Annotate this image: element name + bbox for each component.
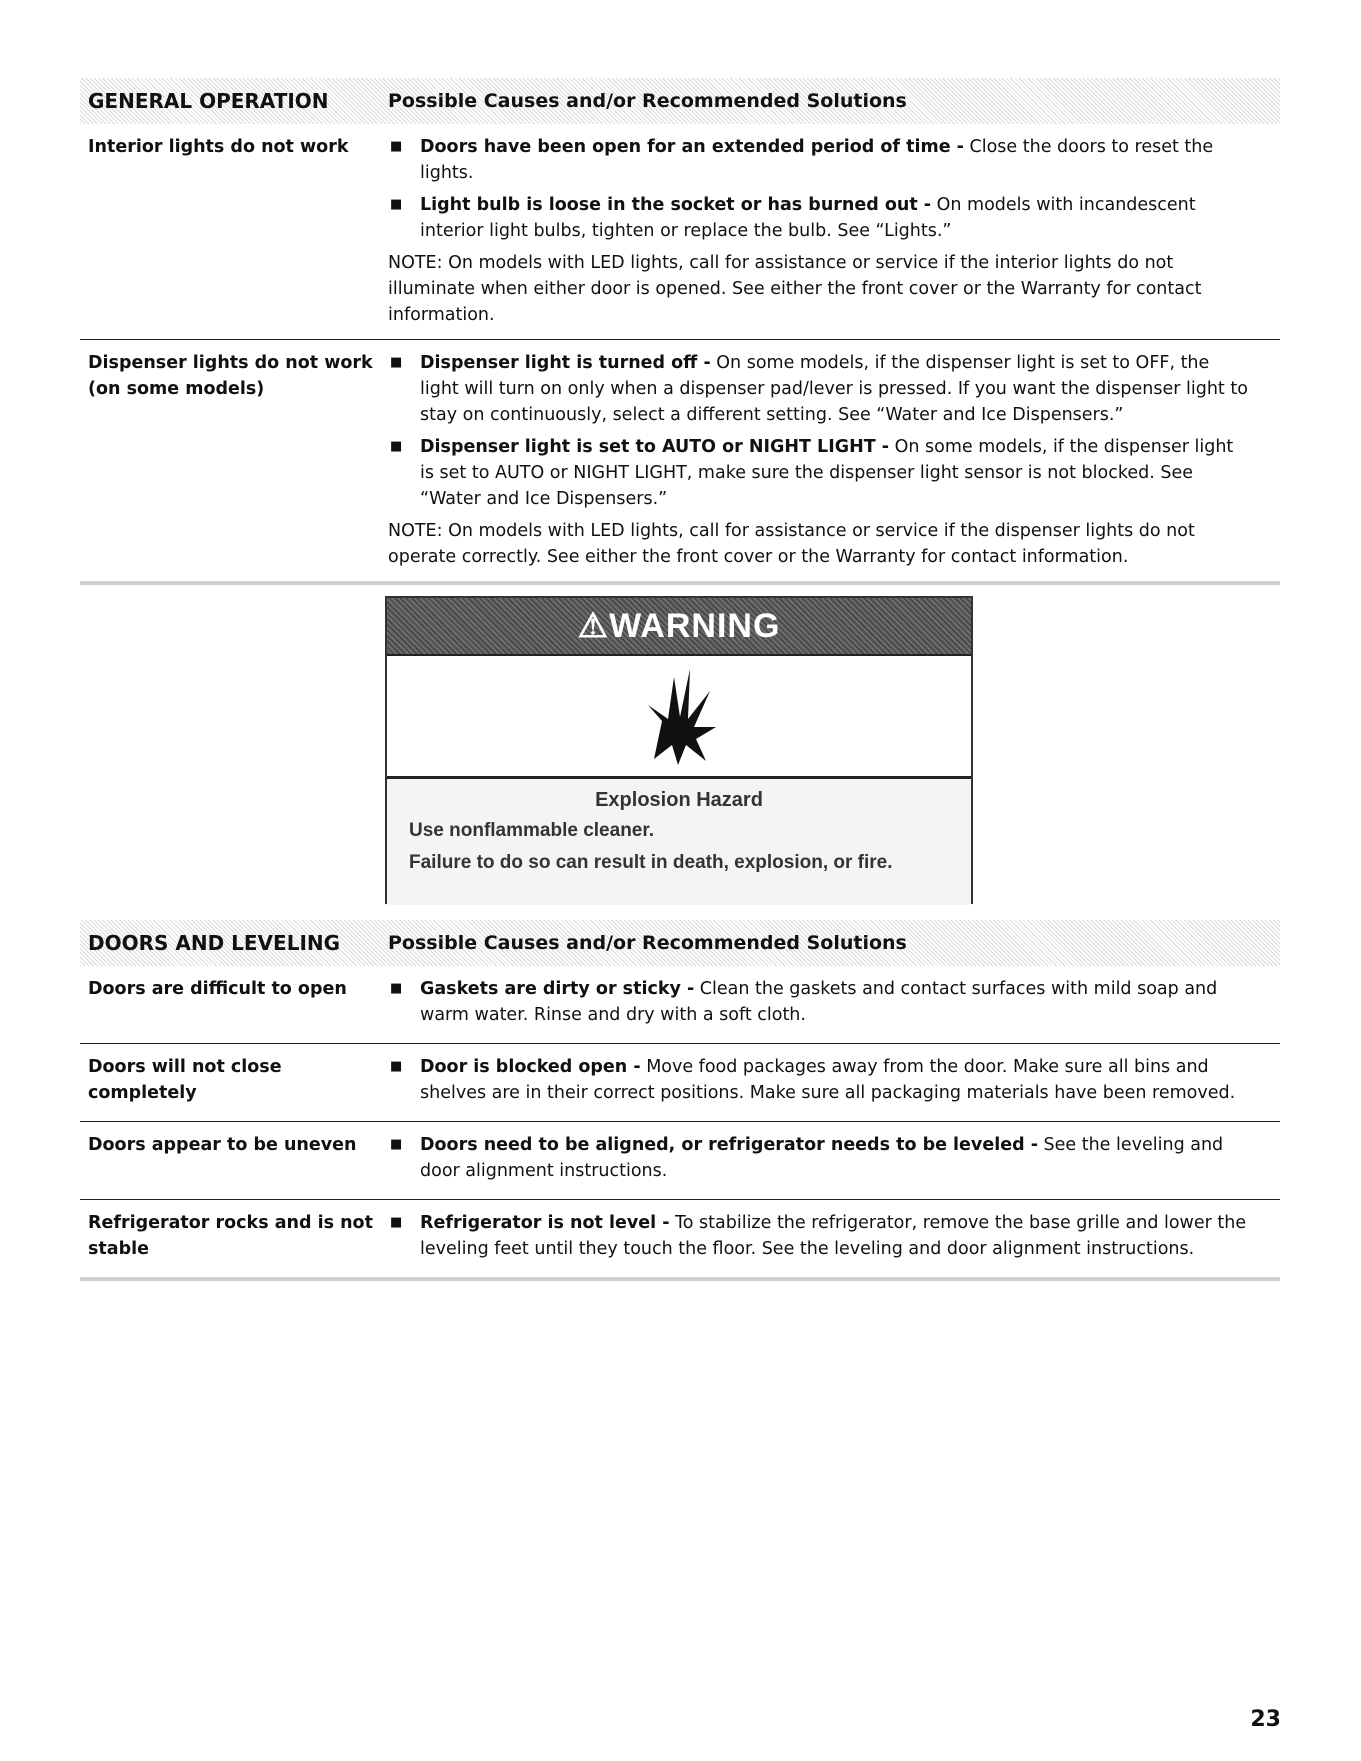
- table-row: [80, 124, 1280, 340]
- list-item: [388, 1054, 1250, 1106]
- bullet-icon: ■: [390, 1059, 403, 1074]
- bullet-icon: ■: [390, 439, 403, 454]
- solution-text: Close the doors to reset the lights.: [420, 137, 1214, 183]
- list-item: [388, 1132, 1250, 1184]
- doors-leveling-header: [80, 920, 1280, 966]
- list-item: [388, 350, 1250, 428]
- bullet-icon: ■: [390, 139, 403, 154]
- solutions-column-title: Possible Causes and/or Recommended Solutions: [388, 932, 907, 954]
- problem-label: Doors appear to be uneven: [88, 1135, 357, 1155]
- note: [388, 518, 1250, 570]
- solution-text: On models with incandescent interior light bulbs, tighten or replace the bulb. See “Lights.”: [420, 195, 1196, 241]
- list-item: [388, 434, 1250, 512]
- cause-text: Doors have been open for an extended period of time -: [420, 137, 964, 157]
- problem-label: Doors will not close completely: [88, 1057, 282, 1103]
- cause-text: Dispenser light is turned off -: [420, 353, 711, 373]
- problem-label: Doors are difficult to open: [88, 979, 347, 999]
- solutions-cell: [388, 1054, 1280, 1112]
- explosion-icon: [624, 661, 734, 771]
- cause-text: Dispenser light is set to AUTO or NIGHT LIGHT -: [420, 437, 890, 457]
- bullet-icon: ■: [390, 197, 403, 212]
- solution-text: Clean the gaskets and contact surfaces with mild soap and warm water. Rinse and dry with a soft cloth.: [420, 979, 1218, 1025]
- solutions-cell: [388, 350, 1280, 572]
- cause-text: Refrigerator is not level -: [420, 1213, 670, 1233]
- warning-box: [385, 596, 973, 904]
- table-row: [80, 1122, 1280, 1200]
- solution-text: On some models, if the dispenser light is set to AUTO or NIGHT LIGHT, make sure the dispenser light sensor is not blocked. See “Water and Ice Dispensers.”: [420, 437, 1234, 509]
- solutions-cell: [388, 1210, 1280, 1268]
- solution-text: Move food packages away from the door. Make sure all bins and shelves are in their correct positions. Make sure all packaging materials have been removed.: [420, 1057, 1236, 1103]
- solution-text: On some models, if the dispenser light is set to OFF, the light will turn on only when a dispenser pad/lever is pressed. If you want the dispenser light to stay on continuously, select a different setting. See “Water and Ice Dispensers.”: [420, 353, 1248, 425]
- solutions-column-title: Possible Causes and/or Recommended Solutions: [388, 90, 907, 112]
- table-row: [80, 1044, 1280, 1122]
- table-row: [80, 340, 1280, 585]
- warning-title: ⚠WARNING: [577, 607, 781, 645]
- section-title: GENERAL OPERATION: [88, 89, 329, 113]
- solutions-cell: [388, 976, 1280, 1034]
- cause-text: Gaskets are dirty or sticky -: [420, 979, 695, 999]
- bullet-icon: ■: [390, 981, 403, 996]
- warning-consequence: Failure to do so can result in death, explosion, or fire.: [409, 852, 893, 873]
- warning-body: [387, 779, 971, 905]
- solutions-cell: [388, 1132, 1280, 1190]
- cause-text: Light bulb is loose in the socket or has burned out -: [420, 195, 932, 215]
- warning-instruction: Use nonflammable cleaner.: [409, 820, 654, 841]
- problem-label: Dispenser lights do not work (on some models): [88, 353, 373, 399]
- solutions-cell: [388, 134, 1280, 330]
- bullet-icon: ■: [390, 1137, 403, 1152]
- solution-text: See the leveling and door alignment instructions.: [420, 1135, 1224, 1181]
- problem-label: Refrigerator rocks and is not stable: [88, 1213, 373, 1259]
- general-operation-header: [80, 78, 1280, 124]
- note-label: NOTE:: [388, 253, 443, 273]
- note-text: On models with LED lights, call for assistance or service if the interior lights do not illuminate when either door is opened. See either the front cover or the Warranty for contact information.: [388, 253, 1202, 325]
- list-item: [388, 134, 1250, 186]
- bullet-icon: ■: [390, 1215, 403, 1230]
- list-item: [388, 976, 1250, 1028]
- cause-text: Door is blocked open -: [420, 1057, 641, 1077]
- bullet-icon: ■: [390, 355, 403, 370]
- warning-header: [387, 598, 971, 656]
- hazard-title: Explosion Hazard: [595, 789, 763, 811]
- warning-icon-area: [387, 656, 971, 779]
- doors-leveling-section: [80, 920, 1280, 1281]
- list-item: [388, 192, 1250, 244]
- general-operation-section: [80, 78, 1280, 585]
- section-title: DOORS AND LEVELING: [88, 931, 341, 955]
- page-number: 23: [1250, 1707, 1281, 1732]
- list-item: [388, 1210, 1250, 1262]
- solution-text: To stabilize the refrigerator, remove the base grille and lower the leveling feet until they touch the floor. See the leveling and door alignment instructions.: [420, 1213, 1247, 1259]
- table-row: [80, 966, 1280, 1044]
- table-row: [80, 1200, 1280, 1281]
- problem-label: Interior lights do not work: [88, 137, 349, 157]
- note-label: NOTE:: [388, 521, 443, 541]
- note: [388, 250, 1250, 328]
- cause-text: Doors need to be aligned, or refrigerator needs to be leveled -: [420, 1135, 1038, 1155]
- note-text: On models with LED lights, call for assistance or service if the dispenser lights do not operate correctly. See either the front cover or the Warranty for contact information.: [388, 521, 1195, 567]
